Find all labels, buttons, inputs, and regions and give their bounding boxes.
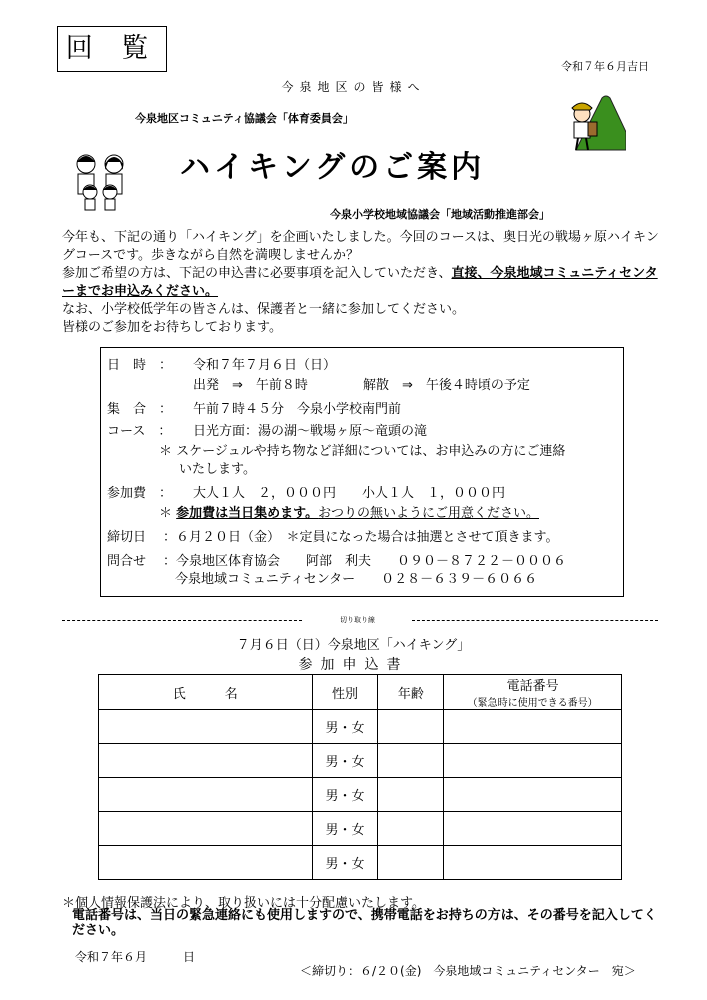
- intro-line: [62, 265, 662, 301]
- event-details-box: [100, 347, 624, 597]
- deadline-label: 締切日: [107, 530, 147, 545]
- intro-line: 今年も、下記の通り「ハイキング」を企画いたしました。今回のコースは、奥日光の戦場ヶ原ハイキングコースです。歩きながら自然を満喫しませんか？: [62, 230, 659, 263]
- course-label: コース ：: [107, 424, 172, 439]
- header-phone: [444, 675, 622, 710]
- phone-cell[interactable]: [444, 846, 622, 880]
- contact-primary: ：今泉地区体育協会 阿部 利夫 ０９０－８７２２－０００６: [163, 554, 567, 569]
- intro-line: なお、小学校低学年の皆さんは、保護者と一緒に参加してください。: [62, 302, 466, 317]
- gender-cell[interactable]: 男・女: [312, 744, 378, 778]
- table-row: [99, 846, 622, 880]
- header-gender: 性別: [312, 675, 378, 710]
- header-phone-note: （緊急時に使用できる番号）: [467, 698, 598, 709]
- phone-cell[interactable]: [444, 812, 622, 846]
- name-cell[interactable]: [99, 744, 313, 778]
- fee-note-emphasis: 参加費は当日集めます。: [176, 506, 319, 521]
- intro-line: 皆様のご参加をお待ちしております。: [62, 320, 282, 335]
- gender-cell[interactable]: 男・女: [312, 846, 378, 880]
- intro-text: [62, 229, 662, 337]
- table-row: [99, 744, 622, 778]
- greeting: 今泉地区の皆様へ: [281, 80, 426, 94]
- header-age: 年齢: [378, 675, 444, 710]
- cut-line-left: [62, 620, 302, 621]
- contact-label: 問合せ: [107, 554, 147, 569]
- meet-value: 午前７時４５分 今泉小学校南門前: [193, 402, 402, 417]
- course-value: 日光方面：湯の湖～戦場ヶ原～竜頭の滝: [193, 424, 428, 439]
- phone-cell[interactable]: [444, 778, 622, 812]
- header-phone-label: 電話番号: [506, 679, 559, 694]
- fee-note-rest: おつりの無いようにご用意ください。: [318, 506, 539, 521]
- privacy-note: ＊個人情報保護法により、取り扱いには十分配慮いたします。: [62, 896, 425, 911]
- header-name: 氏 名: [99, 675, 313, 710]
- issue-date: 令和７年６月吉日: [561, 60, 649, 73]
- table-row: [99, 778, 622, 812]
- hiker-illustration: [558, 92, 626, 152]
- fee-note-mark: ＊: [159, 506, 173, 521]
- intro-line-prefix: 参加ご希望の方は、下記の申込書に必要事項を記入していただき、: [62, 266, 452, 281]
- contact-secondary: 今泉地域コミュニティセンター ０２８－６３９－６０６６: [175, 572, 538, 587]
- fee-label: 参加費 ：: [107, 486, 173, 501]
- org-primary: 今泉地区コミュニティ協議会「体育委員会」: [135, 112, 354, 125]
- family-illustration: [66, 150, 138, 212]
- course-note-cont: いたします。: [179, 462, 256, 477]
- age-cell[interactable]: [378, 744, 444, 778]
- table-header-row: [99, 675, 622, 710]
- phone-usage-note: 電話番号は、当日の緊急連絡にも使用しますので、携帯電話をお持ちの方は、その番号を記入してください。: [72, 908, 657, 938]
- meet-label: 集 合 ：: [107, 402, 173, 417]
- intro-emphasis: 直接、今泉地域コミュニティセンターまでお申込みください。: [62, 266, 658, 299]
- gender-cell[interactable]: 男・女: [312, 710, 378, 744]
- name-cell[interactable]: [99, 846, 313, 880]
- date-label: 日 時 ：: [107, 358, 173, 373]
- date-value: 令和７年７月６日（日）: [193, 358, 337, 373]
- submit-date: 令和７年６月 日: [75, 950, 196, 964]
- age-cell[interactable]: [378, 812, 444, 846]
- age-cell[interactable]: [378, 778, 444, 812]
- deadline-footer: ＜締切り：６/２０(金) 今泉地域コミュニティセンター 宛＞: [300, 964, 636, 978]
- page-title: ハイキングのご案内: [180, 150, 486, 185]
- table-row: [99, 710, 622, 744]
- form-title: ７月６日（日）今泉地区「ハイキング」: [236, 638, 471, 653]
- fee-value: 大人１人 ２，０００円 小人１人 １，０００円: [193, 486, 506, 501]
- deadline-value: ：６月２０日（金） ＊定員になった場合は抽選とさせて頂きます。: [163, 530, 559, 545]
- name-cell[interactable]: [99, 812, 313, 846]
- phone-cell[interactable]: [444, 744, 622, 778]
- fee-note: [159, 502, 539, 521]
- phone-cell[interactable]: [444, 710, 622, 744]
- age-cell[interactable]: [378, 710, 444, 744]
- gender-cell[interactable]: 男・女: [312, 812, 378, 846]
- course-note: ＊ スケージュルや持ち物など詳細については、お申込みの方にご連絡: [159, 444, 566, 459]
- age-cell[interactable]: [378, 846, 444, 880]
- cut-line-label: 切り取り線: [336, 615, 379, 625]
- circulation-stamp: 回 覧: [57, 26, 167, 72]
- org-secondary: 今泉小学校地域協議会「地域活動推進部会」: [330, 208, 550, 221]
- dismissal-time: 解散 ⇒ 午後４時頃の予定: [363, 378, 530, 393]
- gender-cell[interactable]: 男・女: [312, 778, 378, 812]
- application-table: [98, 674, 622, 880]
- name-cell[interactable]: [99, 710, 313, 744]
- cut-line-right: [412, 620, 658, 621]
- form-subtitle: 参加申込書: [298, 657, 409, 673]
- departure-time: 出発 ⇒ 午前８時: [193, 378, 308, 393]
- table-row: [99, 812, 622, 846]
- name-cell[interactable]: [99, 778, 313, 812]
